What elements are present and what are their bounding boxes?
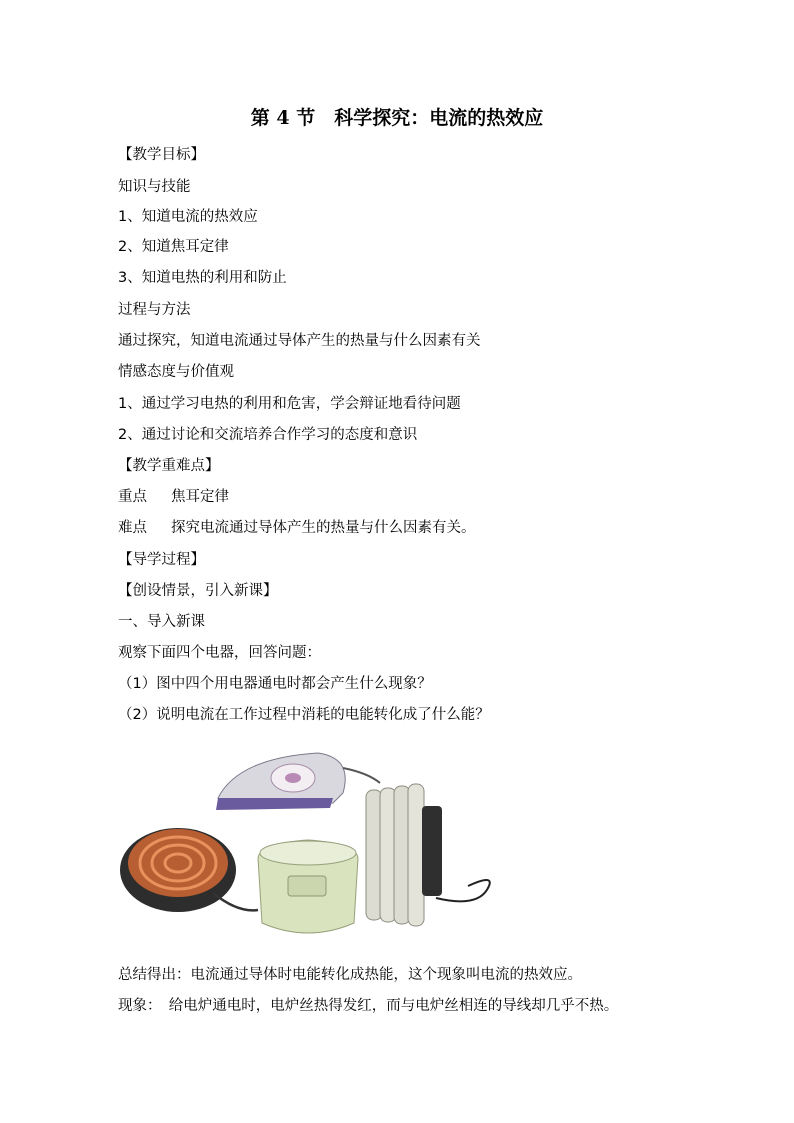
appliances-image <box>118 748 518 948</box>
oil-heater-icon <box>366 784 490 926</box>
difficulty-label: 难点 <box>118 520 147 536</box>
knowledge-header: 知识与技能 <box>118 179 191 195</box>
key-label: 重点 <box>118 489 147 505</box>
intro-header: 一、导入新课 <box>118 614 205 630</box>
knowledge-item-3: 3、知道电热的利用和防止 <box>118 270 287 286</box>
electric-hotplate-icon <box>120 828 258 912</box>
knowledge-item-2: 2、知道焦耳定律 <box>118 239 229 255</box>
goals-header: 【教学目标】 <box>118 147 205 163</box>
key-value: 焦耳定律 <box>171 489 229 505</box>
summary-text: 总结得出：电流通过导体时电能转化成热能，这个现象叫电流的热效应。 <box>118 967 582 983</box>
key-header: 【教学重难点】 <box>118 458 220 474</box>
attitude-item-2: 2、通过讨论和交流培养合作学习的态度和意识 <box>118 427 418 443</box>
key-point-row <box>118 487 229 507</box>
question-2: （2）说明电流在工作过程中消耗的电能转化成了什么能？ <box>118 707 490 723</box>
difficulty-row <box>118 518 476 538</box>
electric-iron-icon <box>216 753 380 810</box>
page-title: 第 4 节 科学探究：电流的热效应 <box>250 107 544 129</box>
attitude-item-1: 1、通过学习电热的利用和危害，学会辩证地看待问题 <box>118 396 461 412</box>
process-header: 过程与方法 <box>118 302 191 318</box>
guide-header: 【导学过程】 <box>118 552 205 568</box>
attitude-header: 情感态度与价值观 <box>118 364 234 380</box>
phenomenon-text: 现象： 给电炉通电时，电炉丝热得发红，而与电炉丝相连的导线却几乎不热。 <box>118 998 619 1014</box>
observe-text: 观察下面四个电器，回答问题： <box>118 645 321 661</box>
rice-cooker-icon <box>258 840 358 933</box>
difficulty-value: 探究电流通过导体产生的热量与什么因素有关。 <box>171 520 476 536</box>
knowledge-item-1: 1、知道电流的热效应 <box>118 209 258 225</box>
process-text: 通过探究，知道电流通过导体产生的热量与什么因素有关 <box>118 333 481 349</box>
scenario-header: 【创设情景，引入新课】 <box>118 583 278 599</box>
question-1: （1）图中四个用电器通电时都会产生什么现象？ <box>118 676 432 692</box>
